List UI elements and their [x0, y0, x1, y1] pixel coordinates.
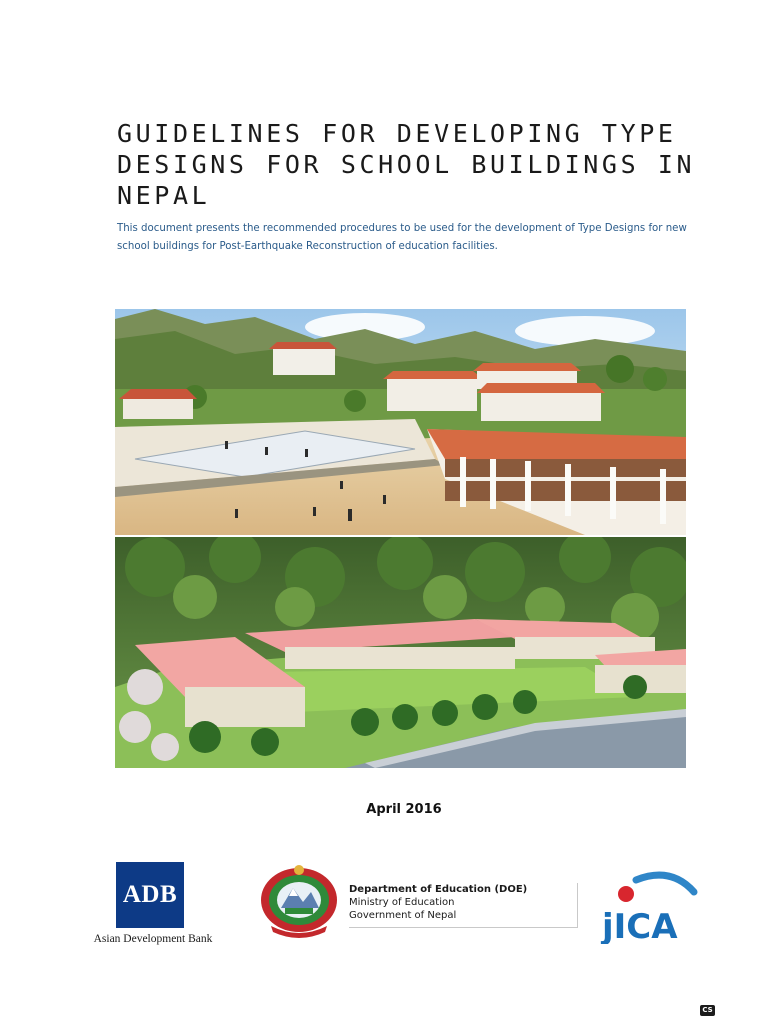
adb-logo-mark: ADB [122, 881, 178, 908]
doe-block [349, 883, 578, 928]
cs-badge[interactable]: CS [700, 1005, 715, 1016]
doe-line-2: Ministry of Education [349, 897, 455, 908]
title-line-1: GUIDELINES FOR DEVELOPING TYPE [117, 119, 677, 148]
nepal-emblem-icon [253, 862, 345, 940]
subtitle-line-2: school buildings for Post-Earthquake Reconstruction of education facilities. [117, 241, 498, 252]
title-line-2: DESIGNS FOR SCHOOL BUILDINGS IN [117, 150, 696, 179]
school-campus-render-1 [115, 309, 686, 535]
doe-line-1: Department of Education (DOE) [349, 884, 528, 895]
doe-line-3: Government of Nepal [349, 910, 457, 921]
jica-logo-mark: jICA [602, 907, 678, 944]
school-campus-render-2 [115, 537, 686, 768]
publication-date: April 2016 [366, 802, 442, 817]
document-subtitle [117, 220, 697, 256]
subtitle-line-1: This document presents the recommended procedures to be used for the development of Type Designs for new [117, 223, 687, 234]
title-line-3: NEPAL [117, 181, 211, 210]
adb-logo [116, 862, 184, 928]
adb-name: Asian Development Bank [93, 933, 213, 945]
document-title [117, 118, 717, 211]
jica-logo [596, 866, 700, 944]
